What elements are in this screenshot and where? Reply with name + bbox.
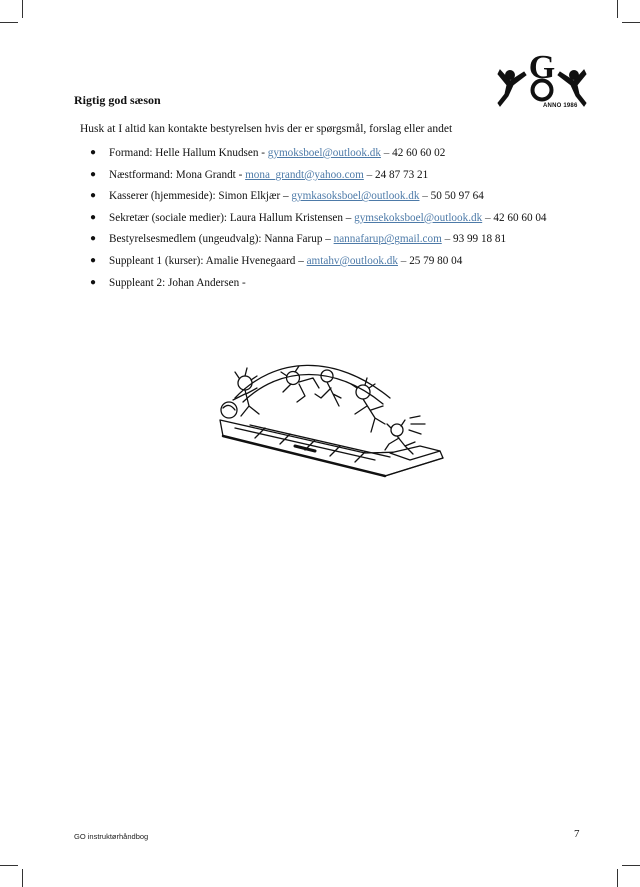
- contact-phone: 42 60 60 04: [493, 211, 547, 224]
- contact-separator: –: [441, 233, 453, 246]
- board-contact-list: [90, 146, 547, 297]
- contact-separator: –: [398, 254, 410, 267]
- crop-mark: [617, 869, 618, 887]
- bullet-icon: ●: [90, 276, 97, 288]
- bullet-icon: ●: [90, 211, 97, 223]
- logo-figure-right: [558, 70, 586, 106]
- contact-separator: –: [482, 211, 494, 224]
- logo-letter-g: G: [528, 49, 556, 86]
- page-number: 7: [574, 828, 580, 840]
- contact-label: Næstformand: Mona Grandt -: [109, 168, 246, 181]
- contact-email-link[interactable]: gymsekoksboel@outlook.dk: [354, 211, 483, 224]
- intro-text: Husk at I altid kan kontakte bestyrelsen hvis der er spørgsmål, forslag eller andet: [80, 123, 453, 135]
- contact-item-substitute-1: [90, 254, 547, 276]
- contact-email-link[interactable]: gymoksboel@outlook.dk: [267, 147, 381, 159]
- logo-anno-text: ANNO 1986: [543, 103, 578, 109]
- bullet-icon: ●: [90, 233, 97, 245]
- gymnastics-illustration: [215, 358, 445, 483]
- contact-separator: –: [380, 147, 393, 159]
- contact-label: Bestyrelsesmedlem (ungeudvalg): Nanna Farup –: [109, 233, 334, 246]
- crop-mark: [622, 865, 640, 866]
- contact-label: Formand: Helle Hallum Knudsen -: [109, 147, 268, 159]
- contact-phone: 50 50 97 64: [430, 190, 484, 203]
- footer-title: GO instruktørhåndbog: [74, 832, 149, 841]
- contact-email-link[interactable]: nannafarup@gmail.com: [333, 233, 442, 246]
- crop-mark: [0, 22, 18, 23]
- crop-mark: [0, 865, 18, 866]
- contact-item-treasurer: [90, 189, 547, 211]
- contact-label: Kasserer (hjemmeside): Simon Elkjær –: [109, 190, 292, 203]
- contact-email-link[interactable]: gymkasoksboel@outlook.dk: [291, 190, 420, 203]
- contact-phone: 24 87 73 21: [375, 168, 429, 181]
- contact-phone: 93 99 18 81: [452, 233, 507, 246]
- contact-label: Suppleant 2: Johan Andersen -: [109, 276, 246, 289]
- contact-email-link[interactable]: amtahv@outlook.dk: [306, 254, 398, 267]
- contact-phone: 25 79 80 04: [409, 254, 463, 267]
- contact-phone: 42 60 60 02: [392, 147, 446, 159]
- bullet-icon: ●: [90, 147, 97, 158]
- contact-label: Suppleant 1 (kurser): Amalie Hvenegaard –: [109, 254, 307, 267]
- crop-mark: [617, 0, 618, 18]
- contact-separator: –: [419, 190, 431, 203]
- contact-label: Sekretær (sociale medier): Laura Hallum Kristensen –: [109, 211, 355, 224]
- crop-mark: [22, 0, 23, 18]
- bullet-icon: ●: [90, 168, 97, 180]
- bullet-icon: ●: [90, 254, 97, 266]
- contact-item-chairman: [90, 146, 547, 168]
- contact-item-board-member: [90, 232, 547, 254]
- contact-item-secretary: [90, 211, 547, 233]
- bullet-icon: ●: [90, 190, 97, 202]
- contact-item-vice-chairman: [90, 168, 547, 190]
- contact-email-link[interactable]: mona_grandt@yahoo.com: [245, 168, 364, 181]
- logo-figure-left: [498, 70, 526, 106]
- contact-item-substitute-2: [90, 276, 547, 298]
- crop-mark: [22, 869, 23, 887]
- club-logo: [496, 48, 588, 110]
- section-heading: Rigtig god sæson: [74, 93, 161, 107]
- crop-mark: [622, 22, 640, 23]
- contact-separator: –: [363, 168, 376, 181]
